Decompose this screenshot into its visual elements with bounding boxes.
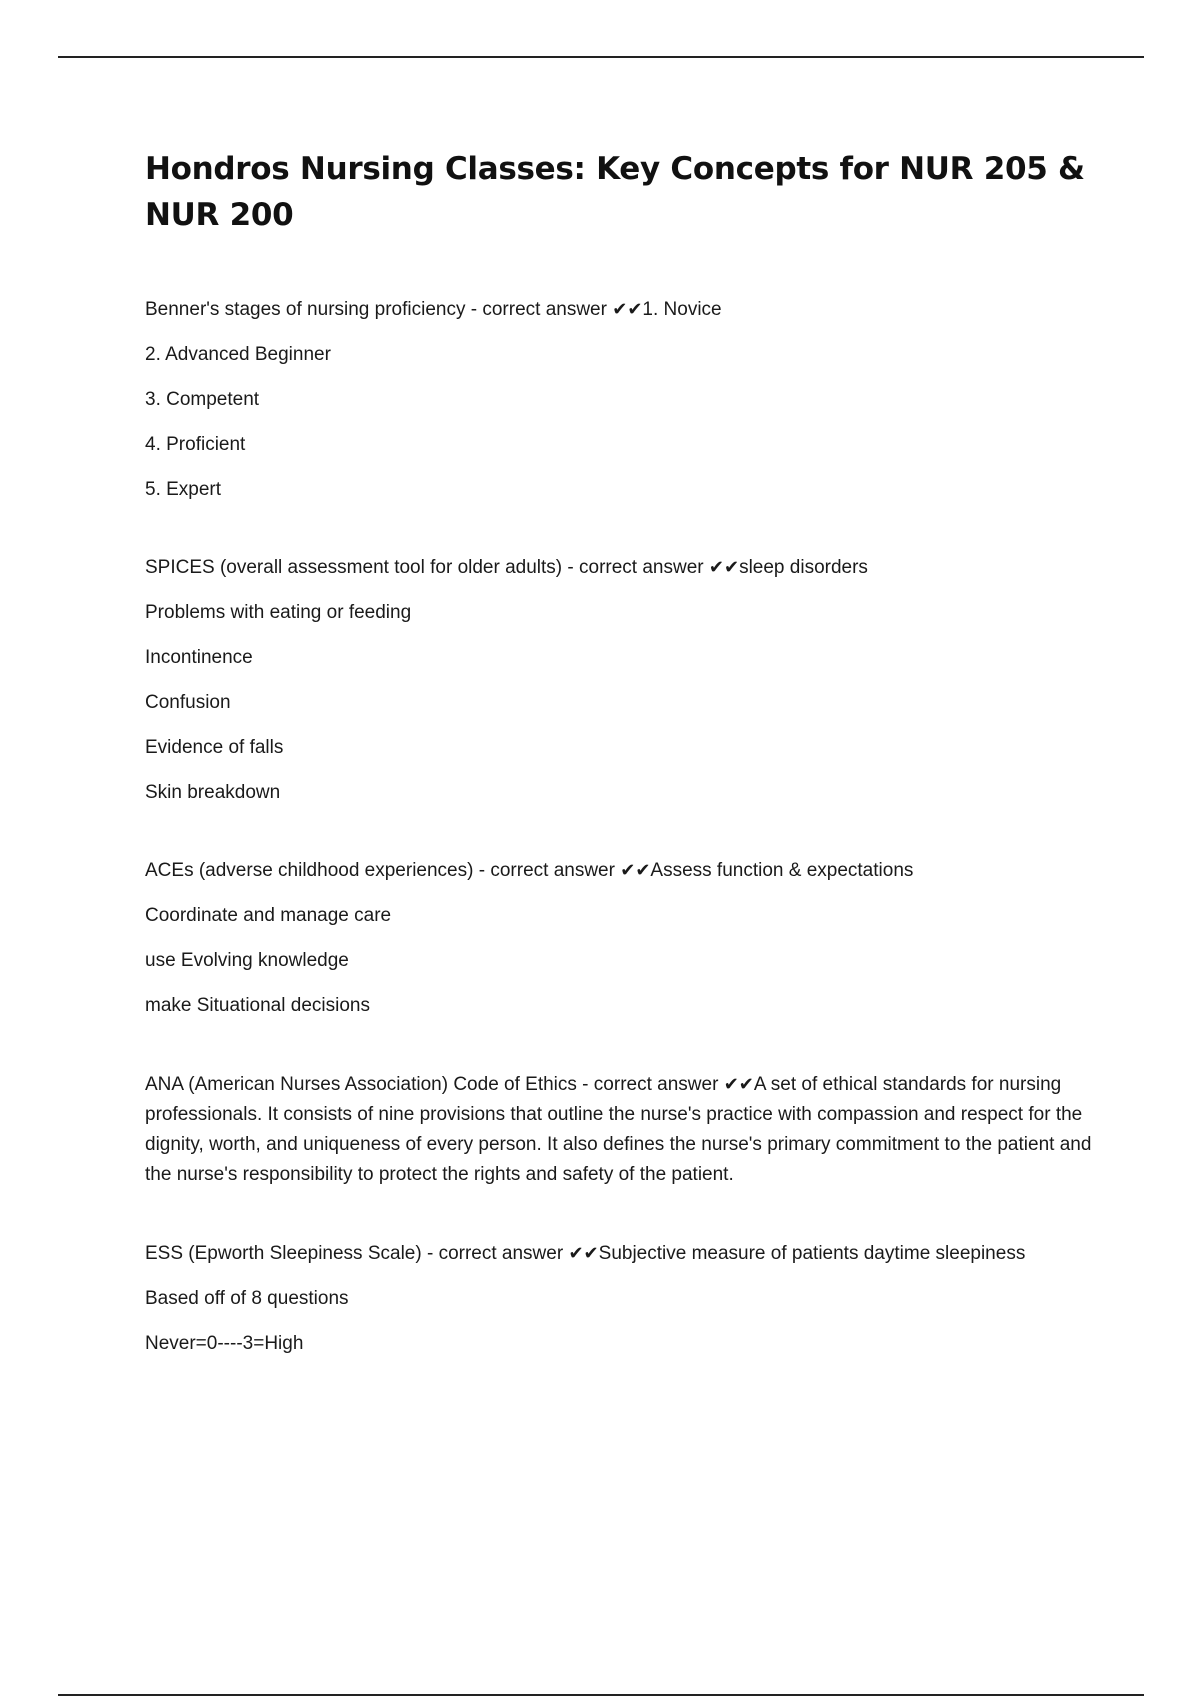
card-question-line: Benner's stages of nursing proficiency - correct answer ✔✔1. Novice	[145, 299, 722, 320]
check-icon: ✔✔	[612, 299, 643, 320]
answer-line: Incontinence	[145, 647, 253, 668]
answer-line: Confusion	[145, 692, 231, 713]
check-icon: ✔✔	[708, 557, 740, 578]
answer-line: Coordinate and manage care	[145, 905, 392, 926]
card-term: Benner's stages of nursing proficiency	[145, 299, 466, 320]
answer-line: Never=0----3=High	[145, 1333, 304, 1354]
card-question-line: ACEs (adverse childhood experiences) - correct answer ✔✔Assess function & expectations	[145, 860, 914, 881]
top-rule	[58, 56, 1144, 58]
answer-line: use Evolving knowledge	[145, 950, 349, 971]
card-question-line: ESS (Epworth Sleepiness Scale) - correct answer ✔✔Subjective measure of patients daytime sleepiness	[145, 1243, 1026, 1264]
answer-line: Skin breakdown	[145, 782, 281, 803]
answer-line: 5. Expert	[145, 479, 222, 500]
answer-line: 3. Competent	[145, 389, 260, 410]
answer-line: Based off of 8 questions	[145, 1288, 349, 1309]
card-term: ANA (American Nurses Association) Code of Ethics	[145, 1074, 577, 1095]
answer-line: Evidence of falls	[145, 737, 284, 758]
card-term: ACEs (adverse childhood experiences)	[145, 860, 474, 881]
flashcard-benner	[145, 296, 1095, 504]
card-question-line: SPICES (overall assessment tool for older adults) - correct answer ✔✔sleep disorders	[145, 557, 868, 578]
document-title: Hondros Nursing Classes: Key Concepts for NUR 205 & NUR 200	[145, 151, 1085, 233]
flashcard-spices	[145, 554, 1095, 807]
answer-line: 2. Advanced Beginner	[145, 344, 331, 365]
card-answer: 1. Novice	[642, 299, 722, 320]
card-term: SPICES (overall assessment tool for older adults)	[145, 557, 563, 578]
answer-marker: correct answer	[482, 299, 607, 320]
answer-marker: correct answer	[593, 1074, 719, 1095]
card-answer: Assess function & expectations	[650, 860, 914, 881]
card-answer: Subjective measure of patients daytime sleepiness	[598, 1243, 1026, 1264]
answer-marker: correct answer	[579, 557, 704, 578]
answer-marker: correct answer	[490, 860, 615, 881]
check-icon: ✔✔	[723, 1074, 754, 1095]
bottom-rule	[58, 1694, 1144, 1696]
check-icon: ✔✔	[620, 860, 651, 881]
answer-marker: correct answer	[438, 1243, 564, 1264]
card-answer: sleep disorders	[739, 557, 868, 578]
flashcard-ess	[145, 1240, 1095, 1358]
flashcard-aces	[145, 857, 1095, 1020]
answer-line: Problems with eating or feeding	[145, 602, 412, 623]
card-answer: A set of ethical standards for nursing professionals. It consists of nine provisions that outline the nurse's practice with compassion and respect for the dignity, worth, and uniqueness of every person. It also defines the nurse's primary commitment to the patient and the nurse's responsibility to protect the rights and safety of the patient.	[145, 1074, 1092, 1185]
card-question-paragraph: ANA (American Nurses Association) Code of Ethics - correct answer ✔✔A set of ethical standards for nursing professionals. It consists of nine provisions that outline the nurse's practice with compassion and respect for the dignity, worth, and uniqueness of every person. It also defines the nurse's primary commitment to the patient and the nurse's responsibility to protect the rights and safety of the patient.	[145, 1074, 1092, 1185]
flashcard-ana-ethics	[145, 1070, 1095, 1190]
check-icon: ✔✔	[568, 1243, 599, 1264]
card-term: ESS (Epworth Sleepiness Scale)	[145, 1243, 422, 1264]
document-body	[145, 146, 1095, 1358]
answer-line: 4. Proficient	[145, 434, 246, 455]
answer-line: make Situational decisions	[145, 995, 370, 1016]
